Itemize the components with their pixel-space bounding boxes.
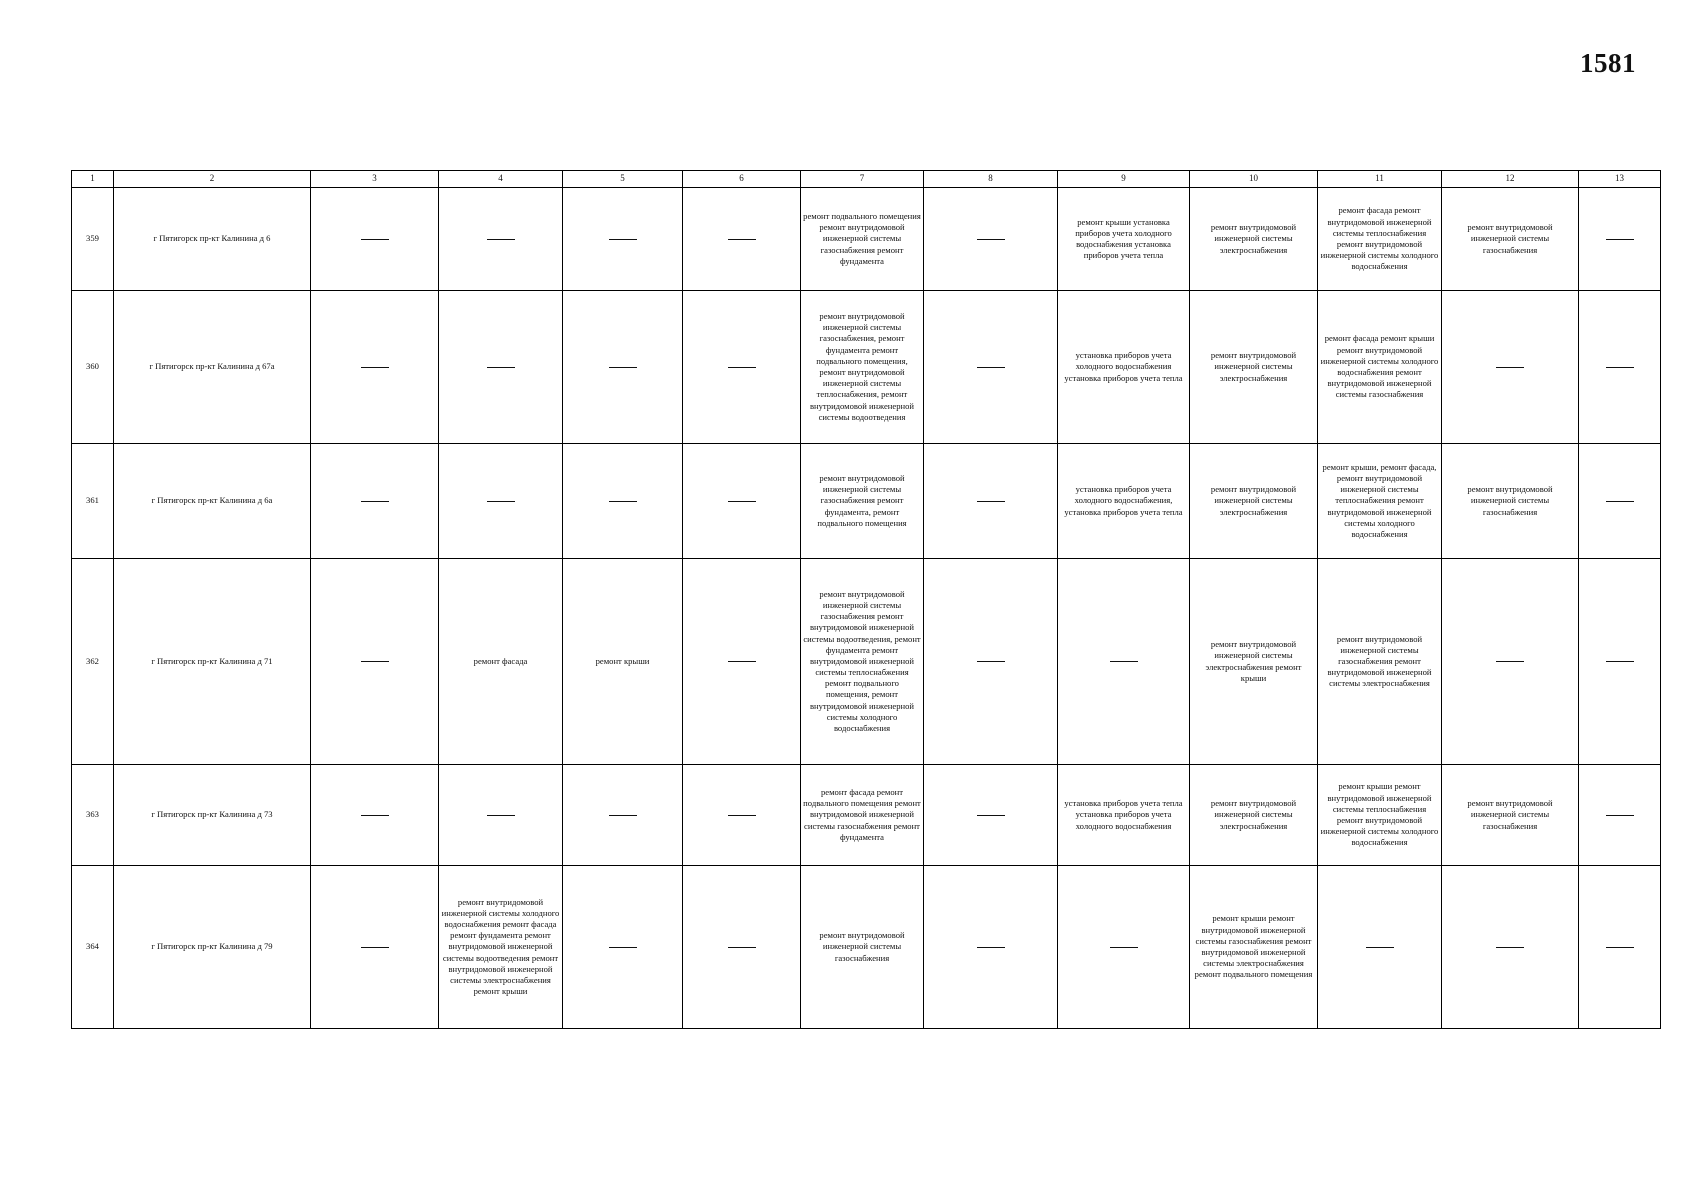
table-cell: ремонт крыши ремонт внутридомовой инженерной системы газоснабжения ремонт внутридомовой инженерной системы электроснабжения ремонт подвального помещения [1190, 866, 1318, 1029]
column-header: 11 [1318, 171, 1442, 188]
column-header: 7 [801, 171, 924, 188]
table-cell [924, 765, 1058, 866]
dash-mark [1496, 947, 1524, 948]
column-header: 5 [563, 171, 683, 188]
dash-mark [487, 367, 515, 368]
dash-mark [1496, 661, 1524, 662]
table-row [72, 188, 1661, 291]
column-number-header [72, 171, 1661, 188]
table-cell [1442, 559, 1579, 765]
table-cell [439, 444, 563, 559]
table-cell: ремонт внутридомовой инженерной системы газоснабжения [1442, 188, 1579, 291]
table-cell: ремонт фасада ремонт крыши ремонт внутридомовой инженерной системы холодного водоснабжения ремонт внутридомовой инженерной системы газоснабжения [1318, 291, 1442, 444]
table-cell [683, 291, 801, 444]
dash-mark [361, 947, 389, 948]
table-cell [563, 866, 683, 1029]
table-row [72, 765, 1661, 866]
table-cell [683, 866, 801, 1029]
table-cell: ремонт внутридомовой инженерной системы газоснабжения ремонт фундамента, ремонт подвального помещения [801, 444, 924, 559]
table-cell [563, 444, 683, 559]
table-cell: ремонт внутридомовой инженерной системы газоснабжения ремонт внутридомовой инженерной системы водоотведения, ремонт фундамента ремонт внутридомовой инженерной системы теплоснабжения ремонт подвального помещения, ремонт внутридомовой инженерной системы холодного водоснабжения [801, 559, 924, 765]
address-cell: г Пятигорск пр-кт Калинина д 79 [114, 866, 311, 1029]
table-row [72, 559, 1661, 765]
table-cell: установка приборов учета холодного водоснабжения установка приборов учета тепла [1058, 291, 1190, 444]
table-cell: ремонт внутридомовой инженерной системы электроснабжения [1190, 291, 1318, 444]
dash-mark [977, 239, 1005, 240]
table-cell: ремонт крыши установка приборов учета холодного водоснабжения установка приборов учета тепла [1058, 188, 1190, 291]
dash-mark [977, 947, 1005, 948]
dash-mark [609, 239, 637, 240]
table-cell: ремонт внутридомовой инженерной системы электроснабжения [1190, 765, 1318, 866]
table-cell [311, 291, 439, 444]
table-cell: ремонт крыши ремонт внутридомовой инженерной системы теплоснабжения ремонт внутридомовой инженерной системы холодного водоснабжения [1318, 765, 1442, 866]
table-row [72, 866, 1661, 1029]
table-cell [924, 444, 1058, 559]
table-cell: установка приборов учета тепла установка приборов учета холодного водоснабжения [1058, 765, 1190, 866]
header-row [72, 171, 1661, 188]
table-cell [1058, 559, 1190, 765]
row-number: 362 [72, 559, 114, 765]
table-cell [439, 291, 563, 444]
table-cell: ремонт фасада ремонт внутридомовой инженерной системы теплоснабжения ремонт внутридомовой инженерной системы холодного водоснабжения [1318, 188, 1442, 291]
row-number: 361 [72, 444, 114, 559]
table-cell: ремонт внутридомовой инженерной системы газоснабжения, ремонт фундамента ремонт подвального помещения, ремонт внутридомовой инженерной системы теплоснабжения, ремонт внутридомовой инженерной системы водоотведения [801, 291, 924, 444]
table-cell [683, 188, 801, 291]
table-cell [1579, 291, 1661, 444]
row-number: 359 [72, 188, 114, 291]
column-header: 10 [1190, 171, 1318, 188]
dash-mark [361, 239, 389, 240]
dash-mark [1366, 947, 1394, 948]
table-cell: ремонт внутридомовой инженерной системы газоснабжения [1442, 444, 1579, 559]
table-cell [311, 866, 439, 1029]
address-cell: г Пятигорск пр-кт Калинина д 71 [114, 559, 311, 765]
dash-mark [977, 815, 1005, 816]
dash-mark [728, 947, 756, 948]
table-cell: ремонт внутридомовой инженерной системы электроснабжения [1190, 188, 1318, 291]
dash-mark [487, 239, 515, 240]
table-cell [683, 765, 801, 866]
column-header: 12 [1442, 171, 1579, 188]
table-cell [439, 188, 563, 291]
repair-schedule-table [71, 170, 1661, 1029]
table-cell [1442, 291, 1579, 444]
dash-mark [977, 367, 1005, 368]
dash-mark [1606, 501, 1634, 502]
dash-mark [1606, 947, 1634, 948]
column-header: 6 [683, 171, 801, 188]
table-cell: ремонт внутридомовой инженерной системы газоснабжения ремонт внутридомовой инженерной системы электроснабжения [1318, 559, 1442, 765]
dash-mark [609, 367, 637, 368]
table-cell [924, 291, 1058, 444]
column-header: 4 [439, 171, 563, 188]
table-cell: ремонт подвального помещения ремонт внутридомовой инженерной системы газоснабжения ремонт фундамента [801, 188, 924, 291]
table-cell [1579, 188, 1661, 291]
dash-mark [728, 815, 756, 816]
dash-mark [728, 501, 756, 502]
table-cell [924, 559, 1058, 765]
row-number: 364 [72, 866, 114, 1029]
dash-mark [487, 501, 515, 502]
table-cell: установка приборов учета холодного водоснабжения, установка приборов учета тепла [1058, 444, 1190, 559]
dash-mark [1496, 367, 1524, 368]
dash-mark [609, 947, 637, 948]
table-cell [1318, 866, 1442, 1029]
column-header: 3 [311, 171, 439, 188]
dash-mark [977, 501, 1005, 502]
table-cell [311, 765, 439, 866]
column-header: 8 [924, 171, 1058, 188]
table-cell [924, 188, 1058, 291]
dash-mark [361, 501, 389, 502]
column-header: 1 [72, 171, 114, 188]
table-cell [439, 765, 563, 866]
row-number: 360 [72, 291, 114, 444]
table-cell [924, 866, 1058, 1029]
table-cell [1579, 765, 1661, 866]
page-number: 1581 [1580, 48, 1636, 78]
table-row [72, 291, 1661, 444]
dash-mark [728, 367, 756, 368]
dash-mark [361, 661, 389, 662]
column-header: 13 [1579, 171, 1661, 188]
table-cell [1579, 866, 1661, 1029]
column-header: 2 [114, 171, 311, 188]
table-cell: ремонт крыши [563, 559, 683, 765]
table-cell: ремонт фасада ремонт подвального помещения ремонт внутридомовой инженерной системы газоснабжения ремонт фундамента [801, 765, 924, 866]
table-cell: ремонт фасада [439, 559, 563, 765]
table-cell [563, 765, 683, 866]
address-cell: г Пятигорск пр-кт Калинина д 6а [114, 444, 311, 559]
dash-mark [361, 815, 389, 816]
column-header: 9 [1058, 171, 1190, 188]
dash-mark [1110, 661, 1138, 662]
dash-mark [1606, 239, 1634, 240]
table-cell [683, 444, 801, 559]
table-cell: ремонт внутридомовой инженерной системы электроснабжения ремонт крыши [1190, 559, 1318, 765]
table-cell [563, 188, 683, 291]
dash-mark [487, 815, 515, 816]
table-cell [311, 188, 439, 291]
table-cell: ремонт внутридомовой инженерной системы газоснабжения [801, 866, 924, 1029]
address-cell: г Пятигорск пр-кт Калинина д 6 [114, 188, 311, 291]
dash-mark [609, 815, 637, 816]
dash-mark [977, 661, 1005, 662]
dash-mark [728, 239, 756, 240]
address-cell: г Пятигорск пр-кт Калинина д 67а [114, 291, 311, 444]
dash-mark [1606, 367, 1634, 368]
address-cell: г Пятигорск пр-кт Калинина д 73 [114, 765, 311, 866]
dash-mark [609, 501, 637, 502]
table-cell [563, 291, 683, 444]
table-cell: ремонт крыши, ремонт фасада, ремонт внутридомовой инженерной системы теплоснабжения ремонт внутридомовой инженерной системы холодного водоснабжения [1318, 444, 1442, 559]
dash-mark [728, 661, 756, 662]
table-cell: ремонт внутридомовой инженерной системы газоснабжения [1442, 765, 1579, 866]
table-cell [1579, 444, 1661, 559]
dash-mark [1606, 661, 1634, 662]
table-cell [1442, 866, 1579, 1029]
table-cell [1579, 559, 1661, 765]
table-cell [311, 559, 439, 765]
table-cell: ремонт внутридомовой инженерной системы холодного водоснабжения ремонт фасада ремонт фундамента ремонт внутридомовой инженерной системы водоотведения ремонт внутридомовой инженерной системы электроснабжения ремонт крыши [439, 866, 563, 1029]
dash-mark [361, 367, 389, 368]
dash-mark [1110, 947, 1138, 948]
dash-mark [1606, 815, 1634, 816]
row-number: 363 [72, 765, 114, 866]
table-cell [1058, 866, 1190, 1029]
table-cell [311, 444, 439, 559]
table-cell [683, 559, 801, 765]
table-cell: ремонт внутридомовой инженерной системы электроснабжения [1190, 444, 1318, 559]
table-row [72, 444, 1661, 559]
